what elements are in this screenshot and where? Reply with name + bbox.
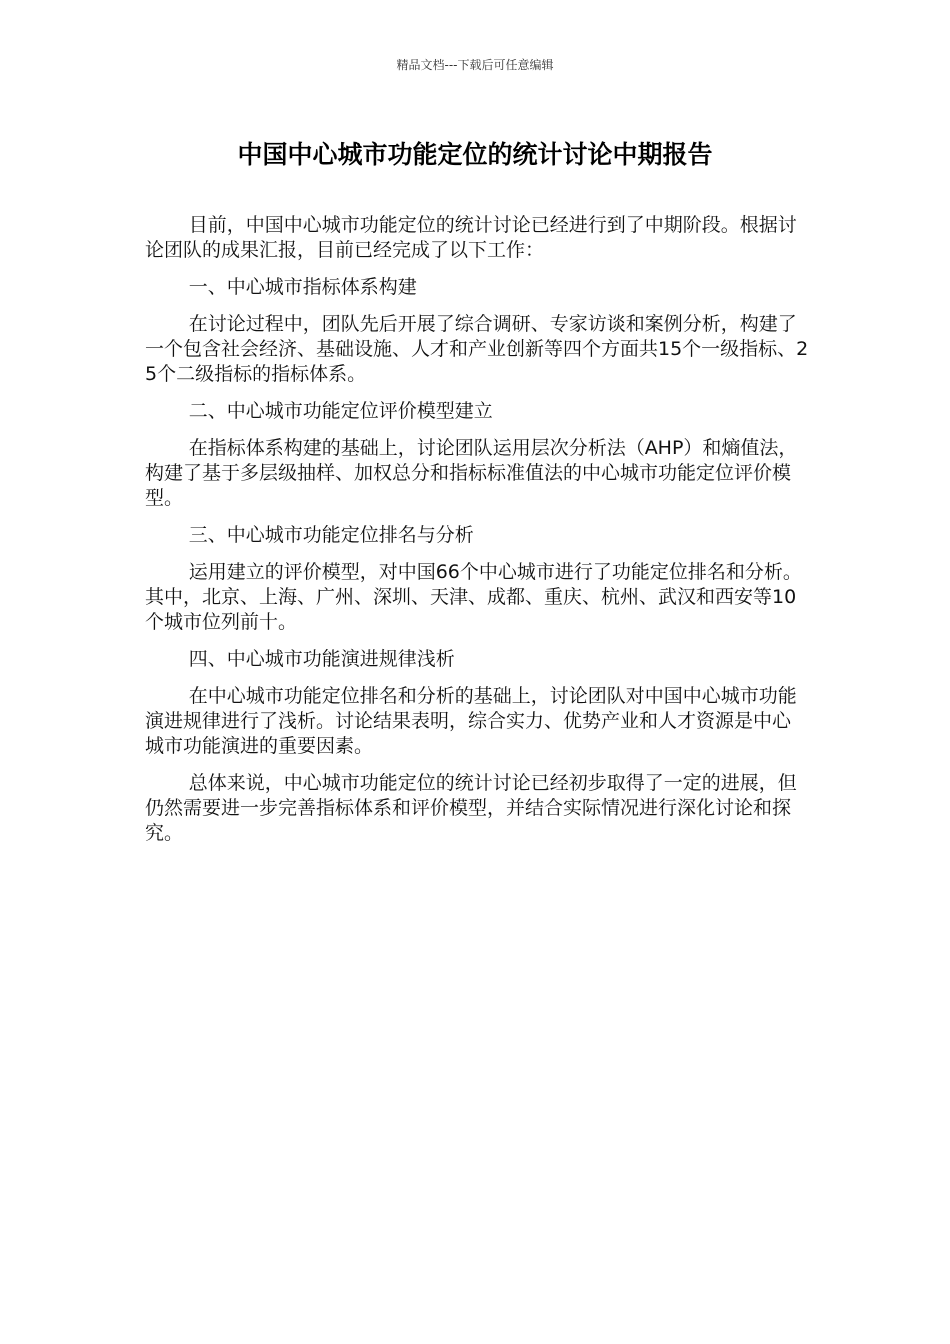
document-body (145, 213, 809, 858)
section-body-4: 在中心城市功能定位排名和分析的基础上，讨论团队对中国中心城市功能演进规律进行了浅析。讨论结果表明，综合实力、优势产业和人才资源是中心城市功能演进的重要因素。 (145, 685, 797, 757)
conclusion-paragraph: 总体来说，中心城市功能定位的统计讨论已经初步取得了一定的进展，但仍然需要进一步完善指标体系和评价模型，并结合实际情况进行深化讨论和探究。 (145, 772, 797, 844)
document-title: 中国中心城市功能定位的统计讨论中期报告 (237, 140, 713, 169)
section-heading-1: 一、中心城市指标体系构建 (188, 276, 417, 298)
page-header-watermark: 精品文档---下载后可任意编辑 (396, 58, 554, 72)
section-heading-3: 三、中心城市功能定位排名与分析 (188, 524, 474, 546)
section-heading-4: 四、中心城市功能演进规律浅析 (188, 648, 455, 670)
section-body-3: 运用建立的评价模型，对中国66个中心城市进行了功能定位排名和分析。其中，北京、上海、广州、深圳、天津、成都、重庆、杭州、武汉和西安等10个城市位列前十。 (145, 561, 802, 633)
section-body-2: 在指标体系构建的基础上，讨论团队运用层次分析法（AHP）和熵值法，构建了基于多层级抽样、加权总分和指标标准值法的中心城市功能定位评价模型。 (145, 437, 798, 509)
intro-paragraph: 目前，中国中心城市功能定位的统计讨论已经进行到了中期阶段。根据讨论团队的成果汇报，目前已经完成了以下工作： (145, 214, 797, 261)
section-heading-2: 二、中心城市功能定位评价模型建立 (188, 400, 493, 422)
section-body-1: 在讨论过程中，团队先后开展了综合调研、专家访谈和案例分析，构建了一个包含社会经济、基础设施、人才和产业创新等四个方面共15个一级指标、25个二级指标的指标体系。 (145, 313, 809, 385)
